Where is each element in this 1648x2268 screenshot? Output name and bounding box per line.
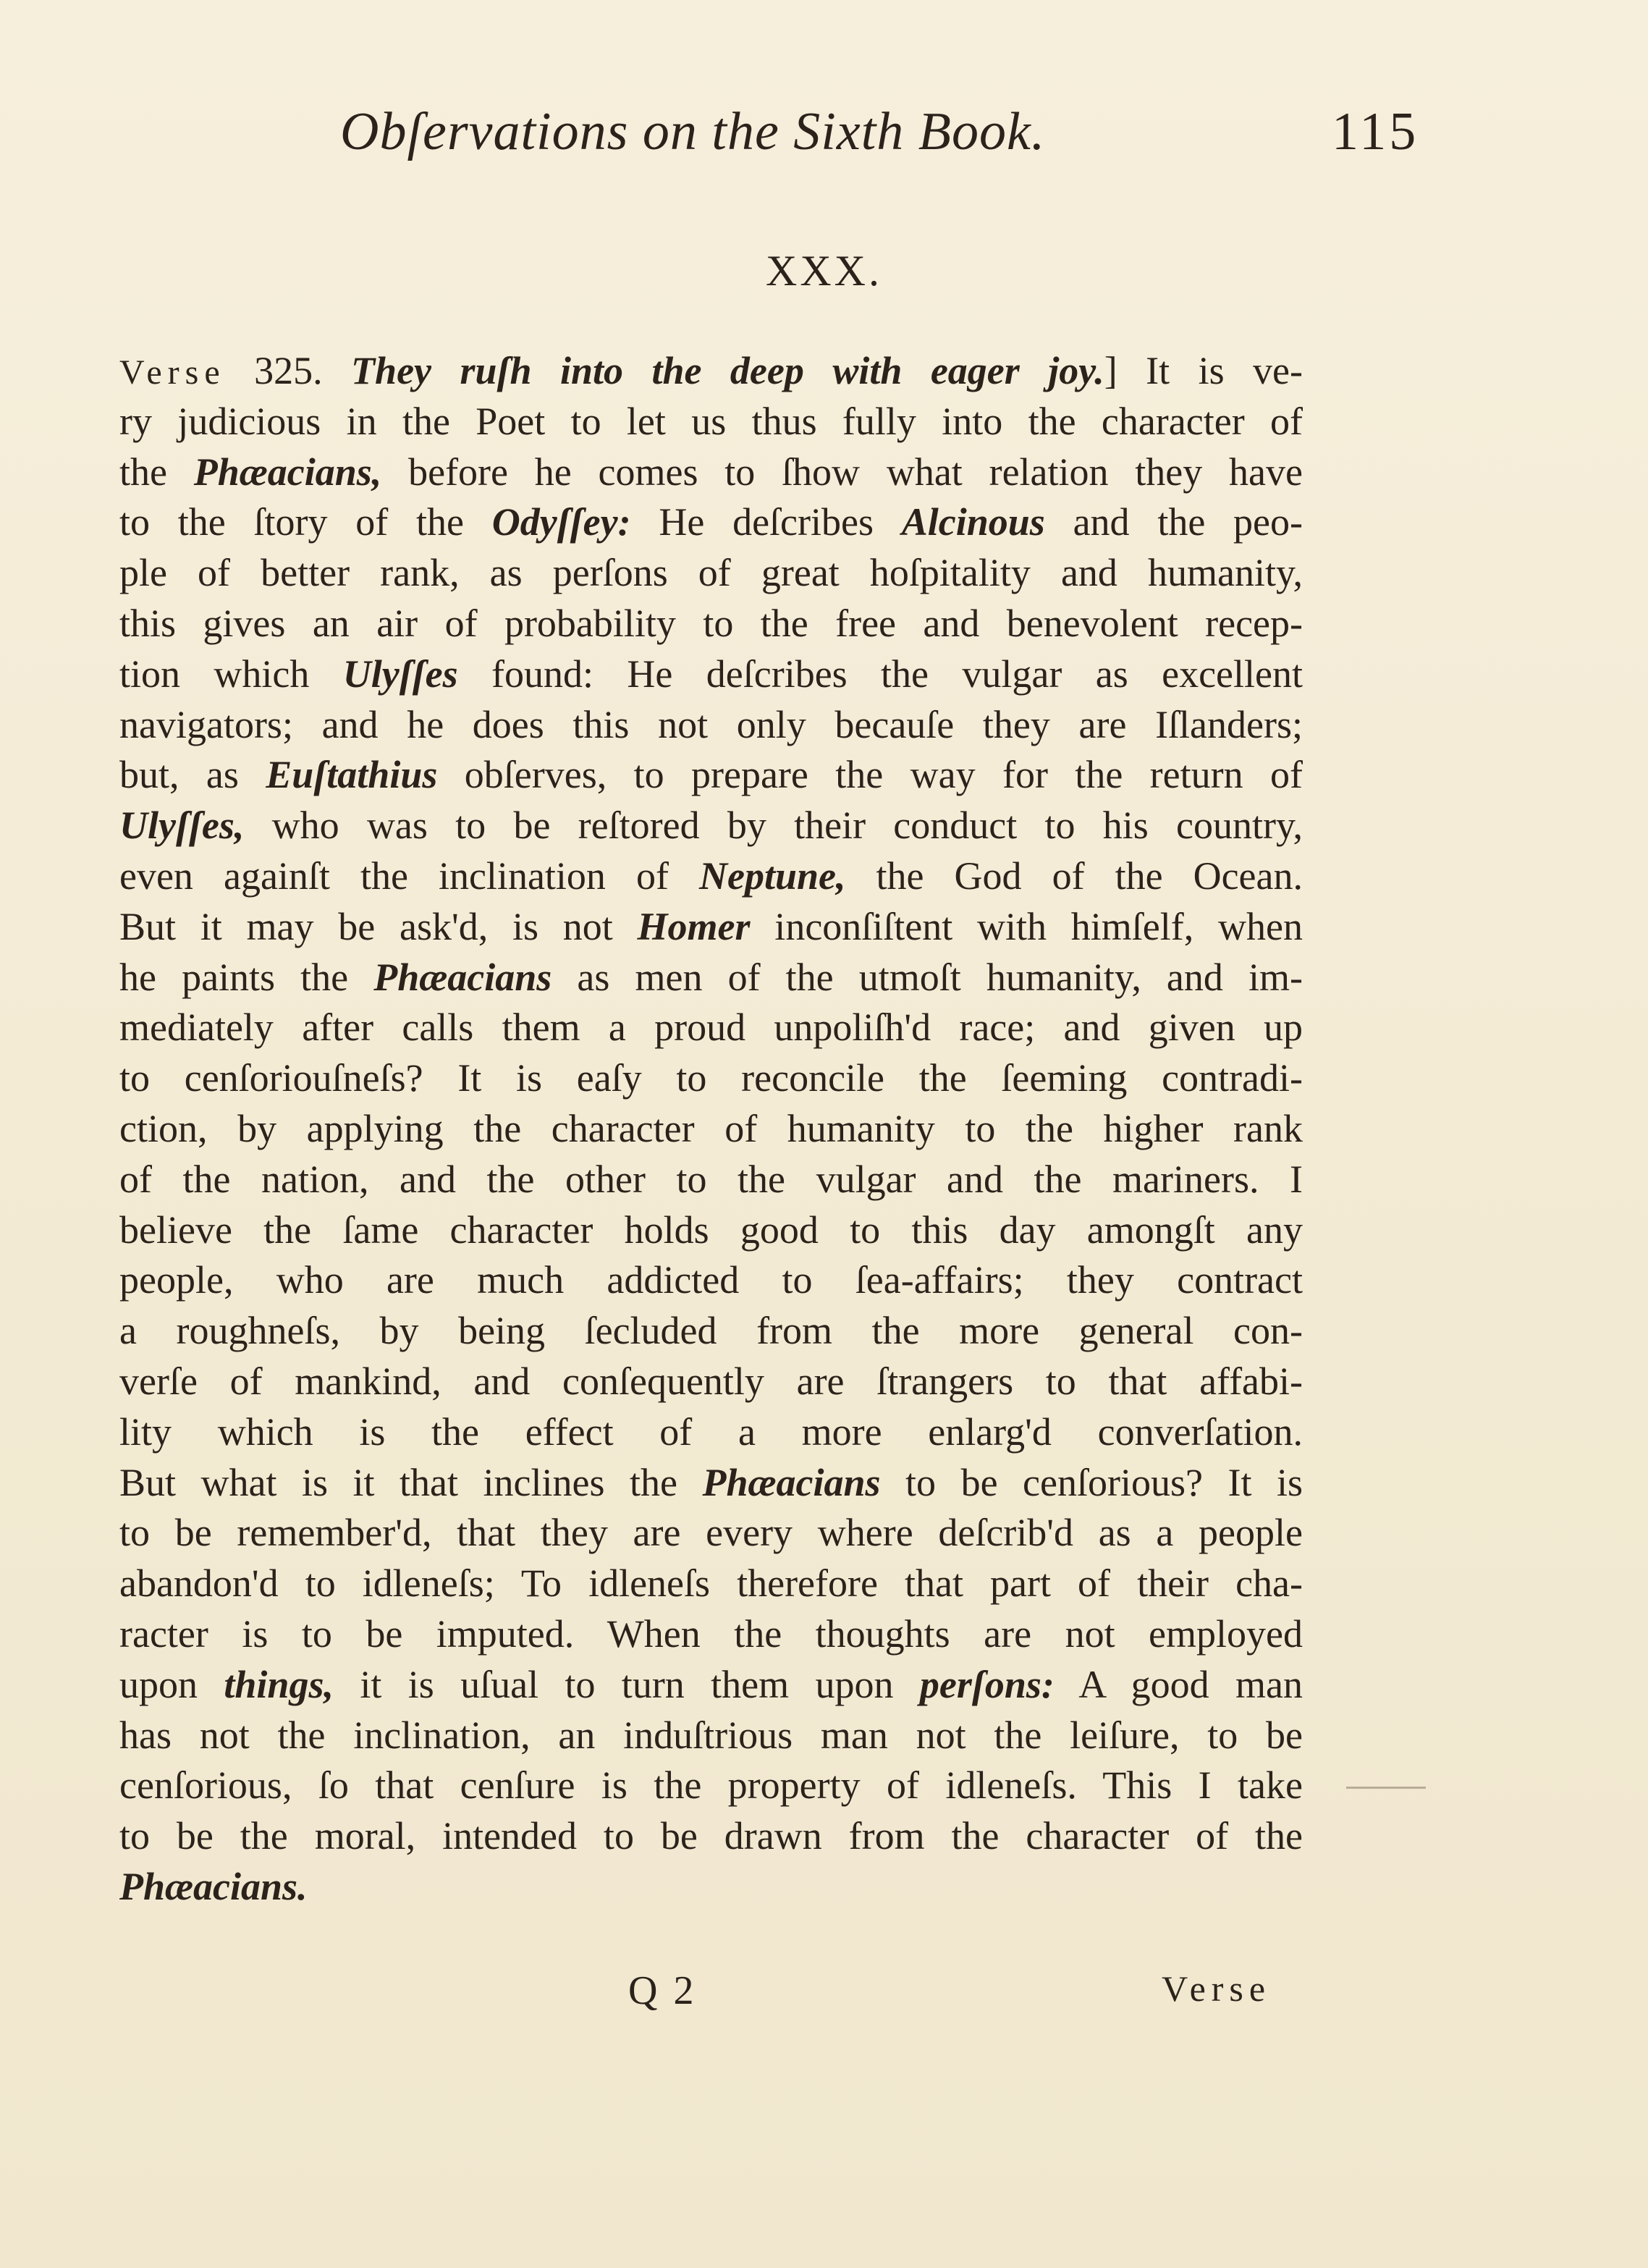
text-run: abandon'd to idleneſs; To idleneſs therefore that part of their cha-: [119, 1561, 1303, 1606]
text-run: cenſorious, ſo that cenſure is the property of idleneſs. This I take: [119, 1763, 1303, 1808]
text-line: [119, 851, 1303, 902]
text-run: upon: [119, 1662, 224, 1706]
italic-text: things,: [224, 1662, 334, 1706]
italic-text: Ulyſſes: [342, 652, 458, 696]
text-run: 325.: [225, 349, 352, 392]
text-run: to be the moral, intended to be drawn from the character of the: [119, 1814, 1303, 1858]
italic-text: perſons:: [919, 1662, 1055, 1706]
text-run: mediately after calls them a proud unpoliſh'd race; and given up: [119, 1006, 1303, 1050]
running-head: [0, 101, 1648, 181]
text-line: [119, 1508, 1303, 1559]
text-line: [119, 1458, 1303, 1509]
text-line: [119, 599, 1303, 649]
text-run: he paints the: [119, 955, 374, 999]
italic-text: Phæacians,: [193, 450, 382, 494]
text-run: ry judicious in the Poet to let us thus fully into the character of: [119, 399, 1303, 443]
text-line: [119, 700, 1303, 751]
page-footer: [0, 1968, 1648, 2025]
text-run: verſe of mankind, and conſequently are ſtrangers to that affabi-: [119, 1359, 1303, 1403]
text-run: But what is it that inclines the: [119, 1460, 703, 1504]
italic-text: Neptune,: [698, 853, 846, 898]
text-run: the God of the Ocean.: [845, 853, 1303, 898]
signature-mark: Q 2: [628, 1968, 697, 2013]
text-run: it is uſual to turn them upon: [333, 1662, 920, 1706]
section-number: XXX.: [766, 247, 882, 295]
text-run: ple of better rank, as perſons of great hoſpitality and humanity,: [119, 551, 1303, 595]
text-run: even againſt the inclination of: [119, 853, 699, 898]
text-line: [119, 1205, 1303, 1256]
catchword: Verse: [1162, 1968, 1272, 2009]
text-run: obſerves, to prepare the way for the return of: [437, 753, 1303, 797]
text-run: a roughneſs, by being ſecluded from the more general con-: [119, 1309, 1303, 1353]
text-line: [119, 649, 1303, 700]
text-run: But it may be ask'd, is not: [119, 904, 638, 948]
text-run: racter is to be imputed. When the thoughts are not employed: [119, 1611, 1303, 1656]
text-run: and the peo-: [1044, 500, 1303, 544]
text-line: [119, 346, 1303, 397]
text-run: the: [119, 450, 194, 494]
text-run: to the ſtory of the: [119, 500, 492, 544]
text-run: ] It is ve-: [1104, 349, 1303, 392]
text-line: [119, 750, 1303, 801]
text-line: [119, 1407, 1303, 1458]
text-run: who was to be reſtored by their conduct to his country,: [244, 804, 1303, 848]
text-line: [119, 953, 1303, 1003]
text-line: [119, 548, 1303, 599]
italic-text: Phæacians.: [119, 1864, 308, 1908]
text-line: [119, 1053, 1303, 1104]
text-line: [119, 1559, 1303, 1609]
text-run: found: He deſcribes the vulgar as excellent: [457, 652, 1303, 696]
text-line: [119, 1609, 1303, 1660]
running-title: Obſervations on the Sixth Book.: [340, 102, 1046, 161]
text-line: [119, 497, 1303, 548]
text-run: navigators; and he does this not only becauſe they are Iſlanders;: [119, 702, 1303, 746]
text-line: [119, 1003, 1303, 1053]
italic-text: Alcinous: [901, 500, 1045, 544]
text-line: [119, 1862, 1303, 1913]
text-run: to be cenſorious? It is: [880, 1460, 1303, 1504]
text-run: to be remember'd, that they are every where deſcrib'd as a people: [119, 1511, 1303, 1555]
text-run: this gives an air of probability to the free and benevolent recep-: [119, 601, 1303, 645]
text-line: [119, 447, 1303, 498]
text-run: lity which is the effect of a more enlarg'd converſation.: [119, 1409, 1303, 1454]
text-run: A good man: [1054, 1662, 1303, 1706]
italic-text: Phæacians: [702, 1460, 881, 1504]
text-line: [119, 1357, 1303, 1407]
italic-text: Homer: [637, 904, 751, 948]
text-run: to cenſoriouſneſs? It is eaſy to reconcile the ſeeming contradi-: [119, 1056, 1303, 1100]
italic-text: Odyſſey:: [491, 500, 631, 544]
text-run: inconſiſtent with himſelf, when: [750, 904, 1303, 948]
text-run: has not the inclination, an induſtrious man not the leiſure, to be: [119, 1713, 1303, 1757]
text-run: but, as: [119, 753, 266, 797]
text-line: [119, 1155, 1303, 1205]
page-number: 115: [1332, 102, 1419, 161]
text-run: believe the ſame character holds good to this day amongſt any: [119, 1207, 1303, 1252]
text-line: [119, 801, 1303, 851]
italic-text: Phæacians: [373, 955, 552, 999]
text-line: [119, 1660, 1303, 1711]
text-line: [119, 1255, 1303, 1306]
text-line: [119, 1306, 1303, 1357]
body-text: [119, 346, 1303, 1913]
text-line: [119, 1104, 1303, 1155]
text-run: as men of the utmoſt humanity, and im-: [552, 955, 1303, 999]
text-run: of the nation, and the other to the vulgar and the mariners. I: [119, 1157, 1303, 1201]
text-line: [119, 1711, 1303, 1761]
text-run: He deſcribes: [630, 500, 902, 544]
text-line: [119, 1761, 1303, 1811]
text-run: ction, by applying the character of humanity to the higher rank: [119, 1106, 1303, 1150]
margin-mark: [1346, 1787, 1426, 1789]
text-run: tion which: [119, 652, 343, 696]
text-line: [119, 902, 1303, 953]
italic-text: Ulyſſes,: [119, 804, 245, 848]
text-run: before he comes to ſhow what relation they have: [381, 450, 1303, 494]
italic-text: They ruſh into the deep with eager joy.: [351, 349, 1104, 392]
text-run: people, who are much addicted to ſea-affairs; they contract: [119, 1258, 1303, 1302]
italic-text: Euſtathius: [266, 753, 438, 797]
text-line: [119, 397, 1303, 447]
text-line: [119, 1811, 1303, 1862]
small-caps-text: Verse: [119, 353, 226, 392]
